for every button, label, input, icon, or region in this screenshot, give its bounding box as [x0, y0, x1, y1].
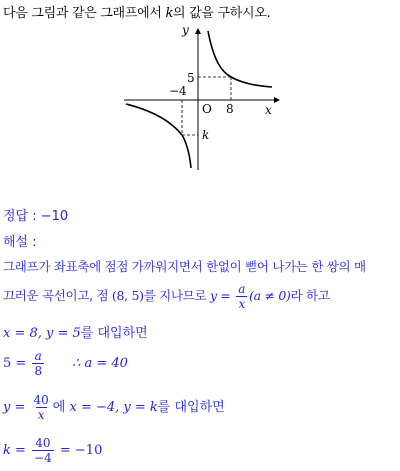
- line8-lhs: k =: [3, 443, 31, 458]
- line4-text-b: 를 지나므로: [143, 288, 210, 303]
- line7-text-1: 에: [52, 400, 70, 415]
- line6-frac-num: a: [34, 349, 42, 363]
- line4-condition: (a ≠ 0): [249, 288, 291, 303]
- line7-lhs: y =: [3, 400, 30, 415]
- explanation-line-1: 그래프가 좌표축에 점점 가까워지면서 한없이 뻗어 나가는 한 쌍의 매: [3, 259, 366, 274]
- line8-fraction: [32, 437, 54, 464]
- label-k: k: [202, 128, 210, 142]
- origin-label: O: [202, 102, 212, 116]
- line6-therefore: ∴ a = 40: [72, 356, 128, 371]
- question-after: 의 값을 구하시오.: [173, 6, 271, 21]
- line8-frac-num: 40: [35, 436, 51, 450]
- line6-frac-den: 8: [34, 364, 43, 378]
- function-graph: [0, 0, 400, 180]
- line7-math: x = −4, y = k: [69, 400, 158, 415]
- line6-lhs: 5 =: [3, 356, 31, 371]
- line8-frac-den: −4: [34, 451, 52, 465]
- line5-text: 를 대입하면: [80, 326, 148, 341]
- y-axis-label: y: [182, 23, 189, 37]
- line7-frac-den: x: [37, 408, 45, 422]
- explanation-line-4: [3, 350, 128, 377]
- line7-frac-num: 40: [33, 393, 49, 407]
- explanation-heading: 해설 :: [3, 235, 37, 250]
- explanation-line-2: [3, 283, 330, 310]
- question-var-k: k: [165, 6, 174, 21]
- label-5: 5: [187, 71, 195, 85]
- x-axis-arrow: [274, 97, 280, 103]
- line4-text-a: 끄러운 곡선이고, 점: [3, 288, 112, 303]
- explanation-line-6: [3, 437, 102, 464]
- line4-frac-num: a: [238, 282, 246, 296]
- label-8: 8: [226, 102, 234, 116]
- line7-fraction: [32, 394, 51, 421]
- line7-text-2: 를 대입하면: [157, 400, 225, 415]
- line6-fraction: [32, 350, 44, 377]
- curve-branch-q1: [208, 31, 272, 87]
- line4-fraction: [236, 283, 247, 310]
- explanation-line-3: [3, 322, 148, 341]
- question-before: 다음 그림과 같은 그래프에서: [3, 6, 166, 21]
- line4-point: (8, 5): [111, 288, 144, 303]
- line8-rhs: = −10: [55, 443, 103, 458]
- y-axis-arrow: [195, 28, 201, 34]
- line4-text-c: 라 하고: [290, 288, 330, 303]
- line4-frac-den: x: [238, 297, 245, 311]
- x-axis-label: x: [265, 103, 272, 117]
- line5-math: x = 8, y = 5: [3, 326, 81, 341]
- label-neg4: −4: [169, 84, 187, 98]
- explanation-line-5: [3, 394, 225, 421]
- curve-branch-q3: [126, 104, 191, 168]
- line4-eq: y =: [209, 288, 235, 303]
- answer-line: 정답 : −10: [3, 209, 69, 224]
